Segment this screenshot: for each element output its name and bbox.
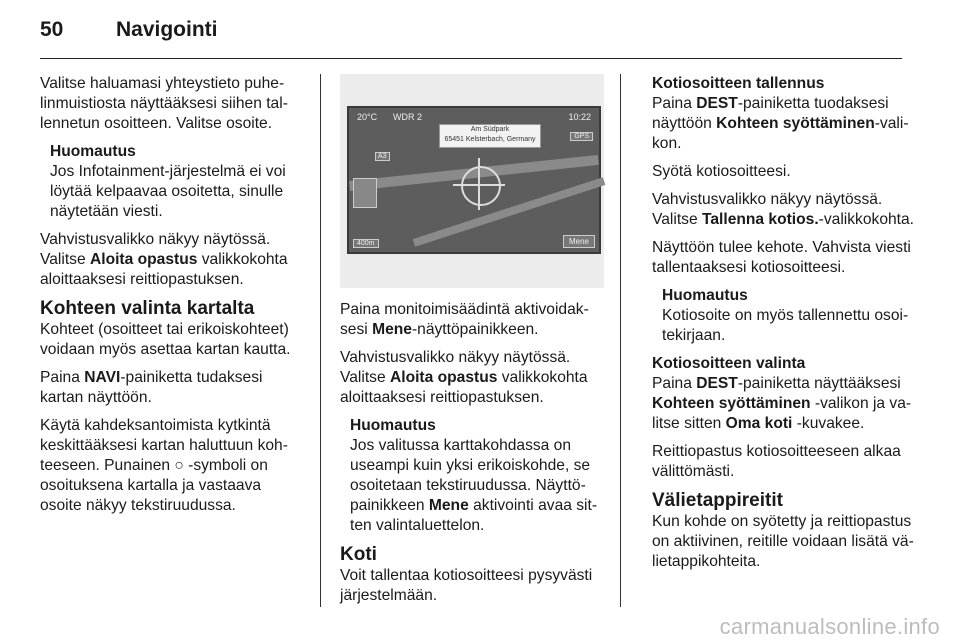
section-heading: Kohteen valinta kartalta bbox=[40, 298, 255, 319]
page-number: 50 bbox=[40, 18, 64, 41]
text: -painiketta näyttääksesi bbox=[737, 375, 901, 392]
menu-item-ref: Aloita opastus bbox=[389, 369, 498, 386]
map-screen bbox=[347, 106, 601, 254]
text: -kuvakee. bbox=[792, 415, 865, 432]
crosshair-icon bbox=[461, 166, 501, 206]
column-2 bbox=[340, 300, 604, 614]
note bbox=[662, 286, 914, 346]
paragraph bbox=[340, 348, 604, 408]
paragraph: Kun kohde on syötetty ja reittiopastus on aktiivinen, reitille voidaan lisätä välietappikohteita. bbox=[652, 513, 914, 570]
column-1 bbox=[40, 74, 302, 524]
text: valikkokohta aloittaaksesi reittiopastuksen. bbox=[40, 251, 288, 288]
paragraph: Kohteet (osoitteet tai erikoiskohteet) voidaan myös asettaa kartan kautta. bbox=[40, 321, 291, 358]
button-ref: Mene bbox=[428, 497, 469, 514]
text: -valikon. bbox=[652, 115, 909, 152]
paragraph: Voit tallentaa kotiosoitteesi pysyvästi järjestelmään. bbox=[340, 567, 593, 604]
button-ref: NAVI bbox=[84, 369, 121, 386]
subheading: Kotiosoitteen tallennus bbox=[652, 75, 825, 92]
address-line-2: 65451 Kelsterbach, Germany bbox=[444, 136, 536, 143]
section-title: Navigointi bbox=[116, 18, 218, 41]
section-heading: Koti bbox=[340, 544, 377, 565]
text: Paina bbox=[40, 369, 85, 386]
column-3 bbox=[652, 74, 914, 580]
watermark: carmanualsonline.info bbox=[719, 614, 940, 639]
icon-ref: Oma koti bbox=[725, 415, 793, 432]
note-title: Huomautus bbox=[50, 143, 136, 160]
station-label: WDR 2 bbox=[393, 112, 422, 122]
paragraph bbox=[40, 230, 302, 290]
text: -painiketta tuodaksesi näyttöön bbox=[652, 95, 889, 132]
map-illustration bbox=[340, 74, 604, 288]
menu-ref: Kohteen syöttäminen bbox=[652, 395, 811, 412]
address-box bbox=[439, 124, 541, 148]
text: valikkokohta aloittaaksesi reittiopastuksen. bbox=[340, 369, 588, 406]
note-text: Jos Infotainment-järjestelmä ei voi löytää kelpaavaa osoitetta, sinulle näytetään viesti. bbox=[50, 163, 286, 220]
column-divider bbox=[320, 74, 321, 607]
button-ref: Mene bbox=[372, 321, 412, 338]
paragraph: Reittiopastus kotiosoitteeseen alkaa välittömästi. bbox=[652, 443, 901, 480]
menu-item-ref: Aloita opastus bbox=[89, 251, 198, 268]
note-text: Kotiosoite on myös tallennettu osoitekirjaan. bbox=[662, 307, 909, 344]
zoom-control bbox=[353, 178, 377, 208]
text: Vahvistusvalikko näkyy näytössä. Valitse bbox=[340, 349, 571, 386]
address-line-1: Am Südpark bbox=[470, 126, 510, 133]
text: Paina bbox=[652, 95, 697, 112]
text: -valikon ja valitse sitten bbox=[652, 395, 912, 432]
temperature-label: 20°C bbox=[357, 112, 378, 122]
note bbox=[350, 416, 604, 536]
text: aktivointi avaa sitten valintaluettelon. bbox=[350, 497, 598, 534]
note bbox=[50, 142, 302, 222]
paragraph bbox=[652, 374, 914, 434]
subheading: Kotiosoitteen valinta bbox=[652, 355, 806, 372]
note-title: Huomautus bbox=[662, 287, 748, 304]
paragraph: Valitse haluamasi yhteystieto puhelinmuistiosta näyttääksesi siihen tallennetun osoitteen. Valitse osoite. bbox=[40, 75, 288, 132]
crosshair-line bbox=[478, 158, 480, 210]
clock-label: 10:22 bbox=[568, 112, 591, 122]
button-ref: DEST bbox=[696, 375, 738, 392]
road-sign: A3 bbox=[375, 152, 390, 161]
paragraph bbox=[652, 94, 914, 154]
text: Paina monitoimisäädintä aktivoidaksesi bbox=[340, 301, 589, 338]
note-title: Huomautus bbox=[350, 417, 436, 434]
text: -näyttöpainikkeen. bbox=[411, 321, 539, 338]
text: -valikkokohta. bbox=[818, 211, 915, 228]
page-header bbox=[40, 18, 900, 48]
gps-badge: GPS bbox=[570, 132, 593, 141]
scale-label: 400m bbox=[353, 239, 379, 248]
paragraph: Syötä kotiosoitteesi. bbox=[652, 163, 791, 180]
button-ref: DEST bbox=[696, 95, 738, 112]
menu-ref: Kohteen syöttäminen bbox=[716, 115, 875, 132]
text: Vahvistusvalikko näkyy näytössä. Valitse bbox=[40, 231, 271, 268]
paragraph: Käytä kahdeksantoimista kytkintä keskittääksesi kartan haluttuun kohteeseen. Punainen ○ -symboli on osoituksena kartalla ja vastaava osoite näkyy tekstiruudussa. bbox=[40, 417, 288, 514]
text: Jos valitussa karttakohdassa on useampi kuin yksi erikoiskohde, se osoitetaan tekstiruudussa. Näyttöpainikkeen bbox=[350, 437, 591, 514]
menu-item-ref: Tallenna kotios. bbox=[701, 211, 819, 228]
header-rule bbox=[40, 58, 902, 59]
section-heading: Välietappireitit bbox=[652, 490, 783, 511]
paragraph bbox=[40, 368, 302, 408]
paragraph: Näyttöön tulee kehote. Vahvista viesti tallentaaksesi kotiosoitteesi. bbox=[652, 239, 911, 276]
paragraph bbox=[652, 190, 914, 230]
go-button: Mene bbox=[563, 235, 595, 248]
text: Paina bbox=[652, 375, 697, 392]
text: -painiketta tudaksesi kartan näyttöön. bbox=[40, 369, 263, 406]
text: Vahvistusvalikko näkyy näytössä. Valitse bbox=[652, 191, 883, 228]
paragraph bbox=[340, 300, 604, 340]
column-divider bbox=[620, 74, 621, 607]
